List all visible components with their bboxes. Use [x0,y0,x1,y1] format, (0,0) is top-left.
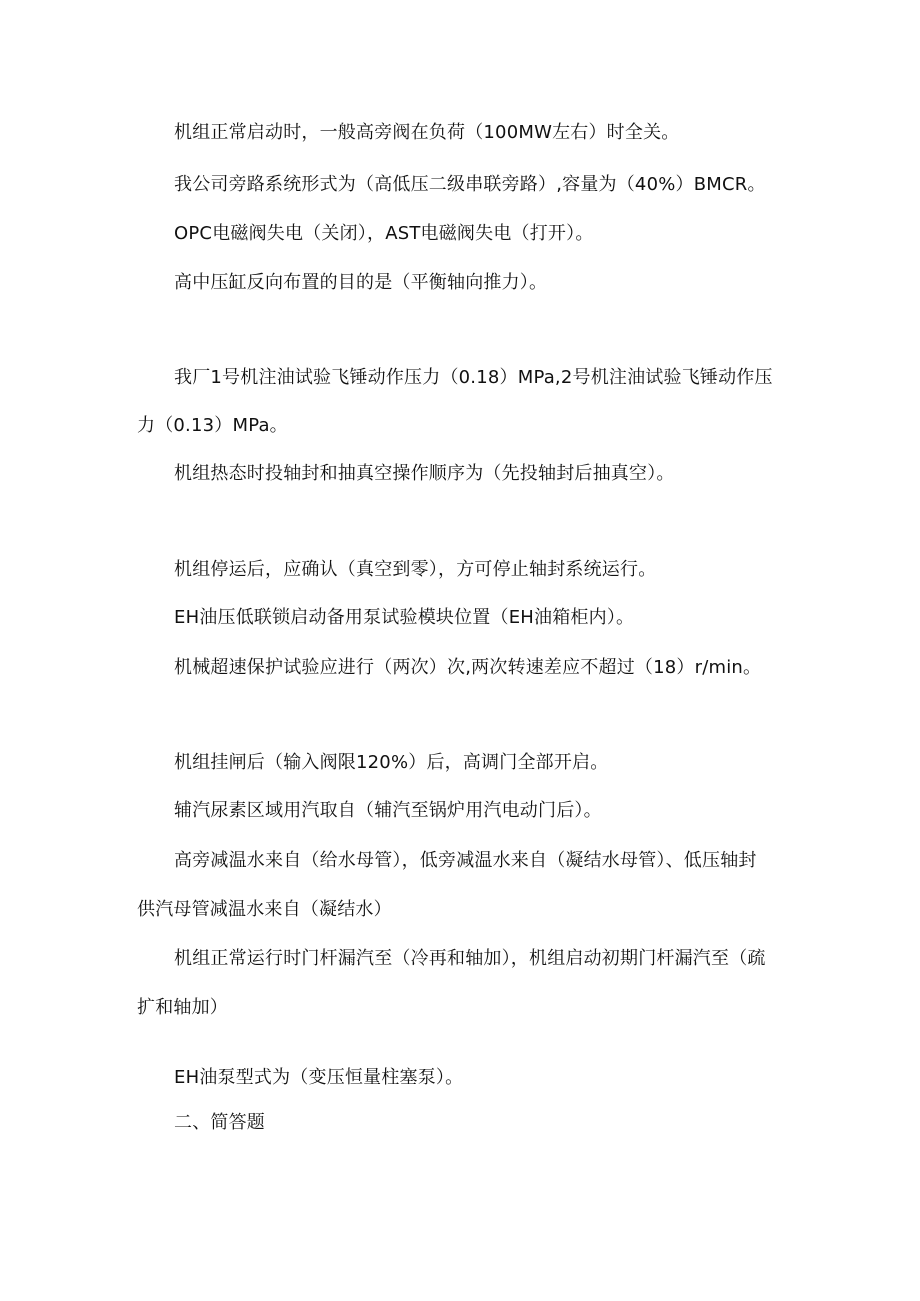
text-line-17: EH油泵型式为（变压恒量柱塞泵）。 [174,1067,464,1088]
text-line-5: 我厂1号机注油试验飞锤动作压力（0.18）MPa,2号机注油试验飞锤动作压 [174,367,773,388]
text-line-16: 扩和轴加） [137,997,228,1018]
text-line-3: OPC电磁阀失电（关闭），AST电磁阀失电（打开）。 [174,223,594,244]
text-line-4: 高中压缸反向布置的目的是（平衡轴向推力）。 [174,272,548,293]
text-line-13: 高旁减温水来自（给水母管），低旁减温水来自（凝结水母管）、低压轴封 [174,850,757,871]
text-line-7: 机组热态时投轴封和抽真空操作顺序为（先投轴封后抽真空）。 [174,463,675,484]
text-line-8: 机组停运后，应确认（真空到零），方可停止轴封系统运行。 [174,559,657,580]
text-line-11: 机组挂闸后（输入阀限120%）后，高调门全部开启。 [174,752,609,773]
section-heading: 二、简答题 [174,1112,265,1133]
text-line-10: 机械超速保护试验应进行（两次）次,两次转速差应不超过（18）r/min。 [174,657,762,678]
text-line-12: 辅汽尿素区域用汽取自（辅汽至锅炉用汽电动门后）。 [174,800,602,821]
text-line-1: 机组正常启动时，一般高旁阀在负荷（100MW左右）时全关。 [174,122,680,143]
text-line-2: 我公司旁路系统形式为（高低压二级串联旁路）,容量为（40%）BMCR。 [174,174,766,195]
text-line-14: 供汽母管减温水来自（凝结水） [137,899,392,920]
text-line-15: 机组正常运行时门杆漏汽至（冷再和轴加），机组启动初期门杆漏汽至（疏 [174,948,766,969]
text-line-6: 力（0.13）MPa。 [137,415,288,436]
text-line-9: EH油压低联锁启动备用泵试验模块位置（EH油箱柜内）。 [174,607,635,628]
